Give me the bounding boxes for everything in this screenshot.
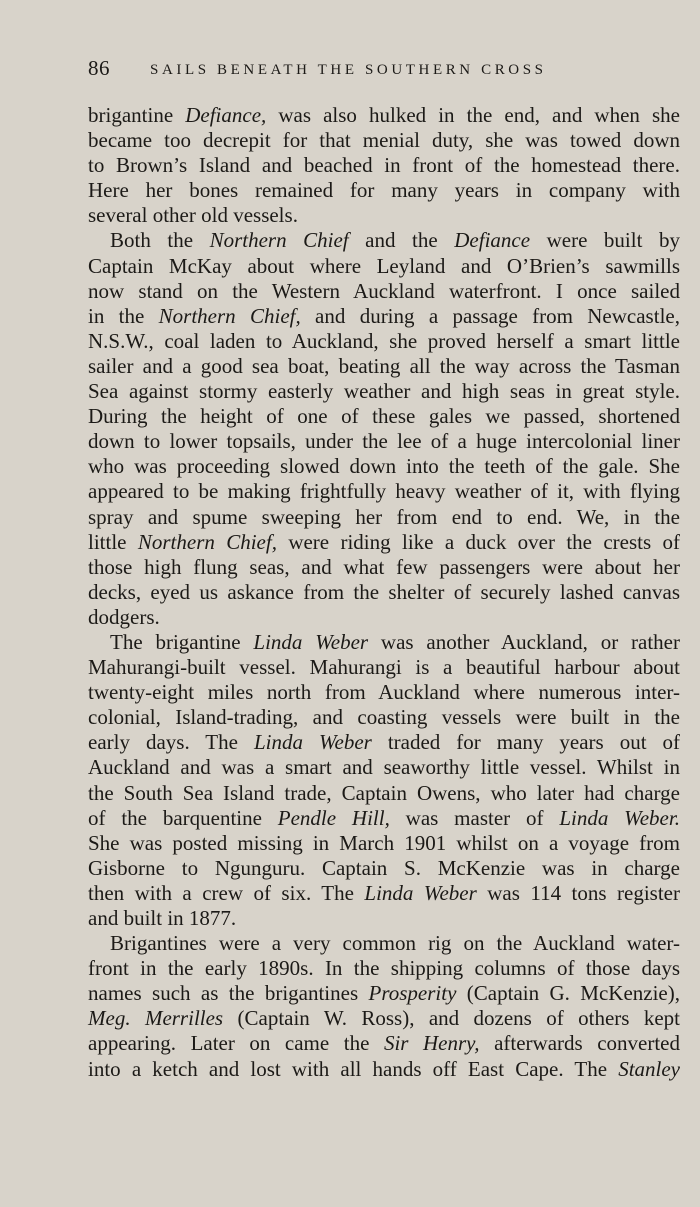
text-line <box>88 755 680 780</box>
italic-text: Defiance <box>454 228 531 253</box>
text-run: N.S.W., coal laden to Auckland, she proved herself a smart little <box>88 328 680 353</box>
text-run: Both the <box>110 228 210 253</box>
text-run: twenty-eight miles north from Auckland where numerous inter- <box>88 680 680 705</box>
text-run: sailer and a good sea boat, beating all the way across the Tasman <box>88 353 680 378</box>
text-run: now stand on the Western Auckland waterfront. I once sailed <box>88 278 680 303</box>
italic-text: Northern Chief <box>209 228 349 253</box>
text-line <box>88 304 680 329</box>
text-line <box>88 881 680 906</box>
text-line <box>88 806 680 831</box>
italic-text: Sir Henry, <box>383 1031 480 1056</box>
text-run: Gisborne to Ngunguru. Captain S. McKenzie was in charge <box>88 855 680 880</box>
text-run: to Brown’s Island and beached in front of the homestead there. <box>88 153 680 178</box>
text-run: several other old vessels. <box>88 203 298 228</box>
text-run: were riding like a duck over the crests of <box>276 529 680 554</box>
text-line <box>88 103 680 128</box>
italic-text: Linda Weber <box>364 880 477 905</box>
text-line <box>88 680 680 705</box>
text-run: was also hulked in the end, and when she <box>266 103 680 127</box>
text-line <box>88 981 680 1006</box>
text-run: Sea against stormy easterly weather and high seas in great style. <box>88 379 680 404</box>
page-header <box>86 54 682 88</box>
text-line <box>88 781 680 806</box>
italic-text: Linda Weber. <box>559 805 680 830</box>
text-line <box>88 555 680 580</box>
text-line <box>88 956 680 981</box>
text-line <box>88 1031 680 1056</box>
text-line <box>88 1057 680 1082</box>
text-run: was another Auckland, or rather <box>368 629 680 654</box>
text-line <box>88 931 680 956</box>
text-run: little <box>88 529 138 554</box>
text-run: and the <box>348 228 455 253</box>
text-line <box>88 379 680 404</box>
body-text <box>88 103 680 1082</box>
text-line <box>88 404 680 429</box>
text-run: of the barquentine <box>88 805 278 830</box>
text-run: brigantine <box>88 103 186 127</box>
text-run: and during a passage from Newcastle, <box>300 303 680 328</box>
text-line <box>88 580 680 605</box>
text-run: the South Sea Island trade, Captain Owens, who later had charge <box>88 780 680 805</box>
text-run: who was proceeding slowed down into the teeth of the gale. She <box>88 454 680 479</box>
text-line <box>88 329 680 354</box>
text-run: She was posted missing in March 1901 whilst on a voyage from <box>88 830 680 855</box>
italic-text: Stanley <box>618 1056 680 1081</box>
text-run: front in the early 1890s. In the shipping columns of those days <box>88 956 680 981</box>
text-run: early days. The <box>88 730 254 755</box>
text-line <box>88 479 680 504</box>
text-run: decks, eyed us askance from the shelter of securely lashed canvas <box>88 579 680 604</box>
text-run: down to lower topsails, under the lee of a huge intercolonial liner <box>88 429 680 454</box>
text-run: appearing. Later on came the <box>88 1031 384 1056</box>
text-line <box>88 203 680 228</box>
italic-text: Northern Chief, <box>158 303 301 328</box>
text-line <box>88 354 680 379</box>
italic-text: Pendle Hill, <box>277 805 390 830</box>
text-run: were built by <box>530 228 680 253</box>
text-run: colonial, Island-trading, and coasting vessels were built in the <box>88 705 680 730</box>
text-run: and built in 1877. <box>88 906 237 930</box>
italic-text: Linda Weber <box>253 730 372 755</box>
text-run: Captain McKay about where Leyland and O’Brien’s sawmills <box>88 253 680 278</box>
text-run: those high flung seas, and what few passengers were about her <box>88 554 680 579</box>
text-line <box>88 655 680 680</box>
text-run: appeared to be making frightfully heavy weather of it, with flying <box>88 479 680 504</box>
text-run: was master of <box>389 805 560 830</box>
italic-text: Meg. Merrilles <box>88 1006 224 1031</box>
text-run: Brigantines were a very common rig on the Auckland water- <box>110 931 680 956</box>
text-line <box>88 254 680 279</box>
text-run: (Captain G. McKenzie), <box>456 981 680 1006</box>
text-line <box>88 429 680 454</box>
italic-text: Defiance, <box>185 103 267 127</box>
text-run: The brigantine <box>110 629 254 654</box>
text-line <box>88 153 680 178</box>
text-line <box>88 906 680 931</box>
italic-text: Prosperity <box>368 981 457 1006</box>
text-line <box>88 1006 680 1031</box>
text-run: traded for many years out of <box>371 730 681 755</box>
text-run: Auckland and was a smart and seaworthy little vessel. Whilst in <box>88 755 680 780</box>
text-line <box>88 705 680 730</box>
text-line <box>88 630 680 655</box>
text-run: dodgers. <box>88 604 160 629</box>
running-head: SAILS BENEATH THE SOUTHERN CROSS <box>150 62 547 78</box>
text-line <box>88 605 680 630</box>
text-run: (Captain W. Ross), and dozens of others kept <box>223 1006 680 1031</box>
text-line <box>88 831 680 856</box>
text-line <box>88 279 680 304</box>
text-run: was 114 tons register <box>476 880 680 905</box>
italic-text: Northern Chief, <box>137 529 277 554</box>
text-run: spray and spume sweeping her from end to end. We, in the <box>88 504 680 529</box>
text-line <box>88 505 680 530</box>
text-line <box>88 128 680 153</box>
text-run: names such as the brigantines <box>88 981 369 1006</box>
text-run: During the height of one of these gales we passed, shortened <box>88 404 680 429</box>
text-run: then with a crew of six. The <box>88 880 365 905</box>
text-line <box>88 228 680 253</box>
text-run: Mahurangi-built vessel. Mahurangi is a beautiful harbour about <box>88 655 680 680</box>
text-line <box>88 730 680 755</box>
text-line <box>88 530 680 555</box>
text-run: Here her bones remained for many years in company with <box>88 178 680 203</box>
text-line <box>88 856 680 881</box>
text-run: became too decrepit for that menial duty, she was towed down <box>88 128 680 153</box>
page-number: 86 <box>88 56 110 80</box>
text-line <box>88 178 680 203</box>
text-line <box>88 454 680 479</box>
text-run: into a ketch and lost with all hands off East Cape. The <box>88 1056 619 1081</box>
italic-text: Linda Weber <box>253 629 369 654</box>
text-run: in the <box>88 303 159 328</box>
text-run: afterwards converted <box>479 1031 681 1056</box>
